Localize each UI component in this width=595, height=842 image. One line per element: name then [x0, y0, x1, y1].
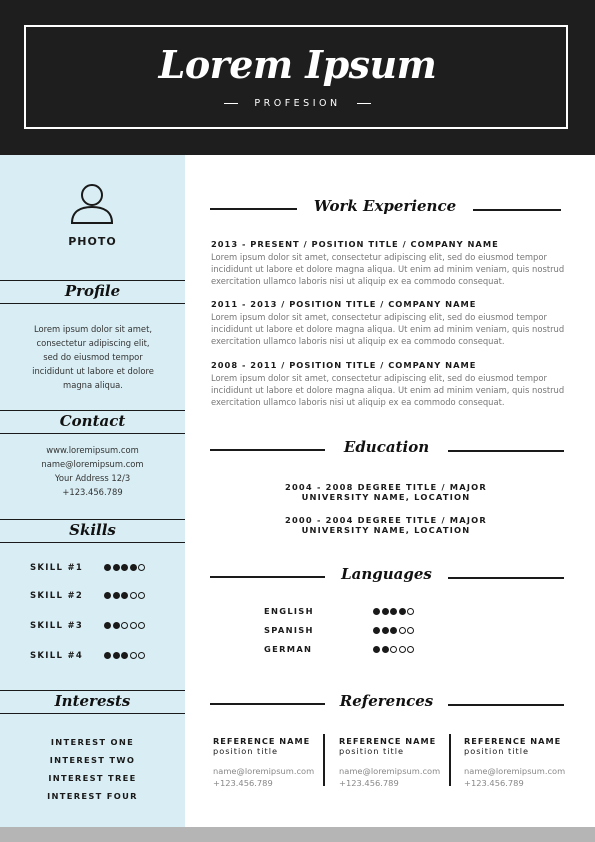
rating-dot-filled [390, 627, 397, 634]
language-name: ENGLISH [264, 606, 314, 616]
job-description-line: incididunt ut labore et dolore magna aliqua. Ut enim ad minim veniam, quis nostrud [211, 385, 565, 395]
section-rule [448, 450, 564, 452]
reference-card [213, 736, 314, 789]
job-title: 2013 - PRESENT / POSITION TITLE / COMPANY NAME [211, 239, 499, 249]
skill-name: SKILL #4 [30, 651, 84, 661]
contact-email: name@loremipsum.com [41, 459, 144, 469]
reference-name: REFERENCE NAME [213, 736, 311, 746]
photo-label: PHOTO [68, 235, 117, 248]
reference-name: REFERENCE NAME [339, 736, 437, 746]
job-description-line: incididunt ut labore et dolore magna aliqua. Ut enim ad minim veniam, quis nostrud [211, 264, 565, 274]
job-description [211, 372, 566, 408]
rating-dots [104, 652, 145, 659]
reference-position: position title [339, 746, 405, 756]
job-description-line: Lorem ipsum dolor sit amet, consectetur adipiscing elit, sed do eiusmod tempor [211, 373, 547, 383]
profession-rule-right [357, 103, 371, 105]
contact-heading: Contact [0, 410, 185, 434]
section-rule [210, 449, 325, 451]
rating-dot-empty [121, 622, 128, 629]
rating-dot-filled [373, 608, 380, 615]
rating-dot-filled [382, 608, 389, 615]
profile-text: Lorem ipsum dolor sit amet, consectetur adipiscing elit, sed do eiusmod tempor incididunt ut labore et dolore magna aliqua. [32, 324, 154, 390]
rating-dot-filled [130, 564, 137, 571]
job-description-line: Lorem ipsum dolor sit amet, consectetur adipiscing elit, sed do eiusmod tempor [211, 312, 547, 322]
rating-dot-filled [104, 622, 111, 629]
rating-dot-filled [113, 622, 120, 629]
rating-dot-filled [113, 652, 120, 659]
interests-heading: Interests [0, 690, 185, 714]
job-title: 2008 - 2011 / POSITION TITLE / COMPANY NAME [211, 360, 477, 370]
rating-dot-empty [390, 646, 397, 653]
profession-row [0, 98, 595, 109]
reference-position: position title [213, 746, 279, 756]
university-line: UNIVERSITY NAME, LOCATION [301, 525, 471, 535]
reference-card [339, 736, 440, 789]
section-rule [448, 704, 564, 706]
rating-dot-empty [138, 592, 145, 599]
degree-line: 2000 - 2004 DEGREE TITLE / MAJOR [284, 515, 488, 525]
interest-item: INTEREST TREE [48, 773, 137, 783]
reference-email: name@loremipsum.com [339, 766, 441, 776]
rating-dot-filled [382, 627, 389, 634]
rating-dots [373, 646, 414, 653]
job-description-line: incididunt ut labore et dolore magna aliqua. Ut enim ad minim veniam, quis nostrud [211, 324, 565, 334]
rating-dots [104, 564, 145, 571]
rating-dot-empty [138, 622, 145, 629]
education-entry [210, 482, 562, 502]
reference-card [464, 736, 565, 789]
reference-phone: +123.456.789 [213, 778, 273, 788]
job-description-line: exercitation ullamco laboris nisi ut aliquip ex ea commodo consequat. [211, 276, 505, 286]
rating-dot-filled [104, 652, 111, 659]
rating-dot-empty [138, 652, 145, 659]
rating-dots [104, 592, 145, 599]
reference-phone: +123.456.789 [339, 778, 399, 788]
rating-dot-empty [130, 652, 137, 659]
rating-dot-filled [121, 652, 128, 659]
interest-item: INTEREST TWO [49, 755, 136, 765]
rating-dot-empty [399, 627, 406, 634]
reference-divider [449, 734, 451, 786]
reference-name: REFERENCE NAME [464, 736, 562, 746]
rating-dot-filled [373, 627, 380, 634]
rating-dot-empty [407, 646, 414, 653]
rating-dot-filled [373, 646, 380, 653]
rating-dot-filled [399, 608, 406, 615]
skills-heading: Skills [0, 519, 185, 543]
education-entry [210, 515, 562, 535]
footer-bar [0, 827, 595, 842]
job-title: 2011 - 2013 / POSITION TITLE / COMPANY NAME [211, 299, 477, 309]
rating-dot-empty [407, 608, 414, 615]
person-icon [69, 183, 115, 225]
references-heading: References [339, 692, 434, 710]
section-rule [210, 576, 325, 578]
languages-heading: Languages [341, 565, 432, 583]
job-description-line: exercitation ullamco laboris nisi ut aliquip ex ea commodo consequat. [211, 397, 505, 407]
job-description [211, 311, 566, 347]
rating-dot-empty [407, 627, 414, 634]
work-experience-heading: Work Experience [313, 197, 457, 215]
section-rule [448, 577, 564, 579]
job-description-line: exercitation ullamco laboris nisi ut aliquip ex ea commodo consequat. [211, 336, 505, 346]
section-rule [210, 703, 325, 705]
contact-phone: +123.456.789 [62, 487, 123, 497]
rating-dot-empty [130, 622, 137, 629]
interest-item: INTEREST FOUR [47, 791, 138, 801]
rating-dots [373, 608, 414, 615]
job-description [211, 251, 566, 287]
contact-address: Your Address 12/3 [54, 473, 131, 483]
skill-name: SKILL #1 [30, 563, 84, 573]
rating-dots [104, 622, 145, 629]
skill-name: SKILL #2 [30, 591, 84, 601]
rating-dot-filled [113, 564, 120, 571]
rating-dot-filled [390, 608, 397, 615]
candidate-name: Lorem Ipsum [158, 42, 437, 87]
rating-dot-empty [399, 646, 406, 653]
education-heading: Education [343, 438, 430, 456]
rating-dot-empty [130, 592, 137, 599]
rating-dot-filled [104, 564, 111, 571]
university-line: UNIVERSITY NAME, LOCATION [301, 492, 471, 502]
rating-dot-filled [113, 592, 120, 599]
contact-website: www.loremipsum.com [46, 445, 139, 455]
reference-phone: +123.456.789 [464, 778, 524, 788]
rating-dot-empty [138, 564, 145, 571]
rating-dots [373, 627, 414, 634]
reference-email: name@loremipsum.com [213, 766, 315, 776]
reference-email: name@loremipsum.com [464, 766, 566, 776]
section-rule [210, 208, 297, 210]
job-description-line: Lorem ipsum dolor sit amet, consectetur adipiscing elit, sed do eiusmod tempor [211, 252, 547, 262]
language-name: SPANISH [264, 625, 314, 635]
profession-rule-left [224, 103, 238, 105]
language-name: GERMAN [264, 644, 313, 654]
skill-name: SKILL #3 [30, 621, 84, 631]
profile-heading: Profile [0, 280, 185, 304]
rating-dot-filled [121, 592, 128, 599]
rating-dot-filled [121, 564, 128, 571]
profession-label: PROFESION [254, 98, 341, 109]
rating-dot-filled [382, 646, 389, 653]
reference-position: position title [464, 746, 530, 756]
rating-dot-filled [104, 592, 111, 599]
interest-item: INTEREST ONE [50, 737, 135, 747]
degree-line: 2004 - 2008 DEGREE TITLE / MAJOR [284, 482, 488, 492]
section-rule [473, 209, 561, 211]
reference-divider [323, 734, 325, 786]
